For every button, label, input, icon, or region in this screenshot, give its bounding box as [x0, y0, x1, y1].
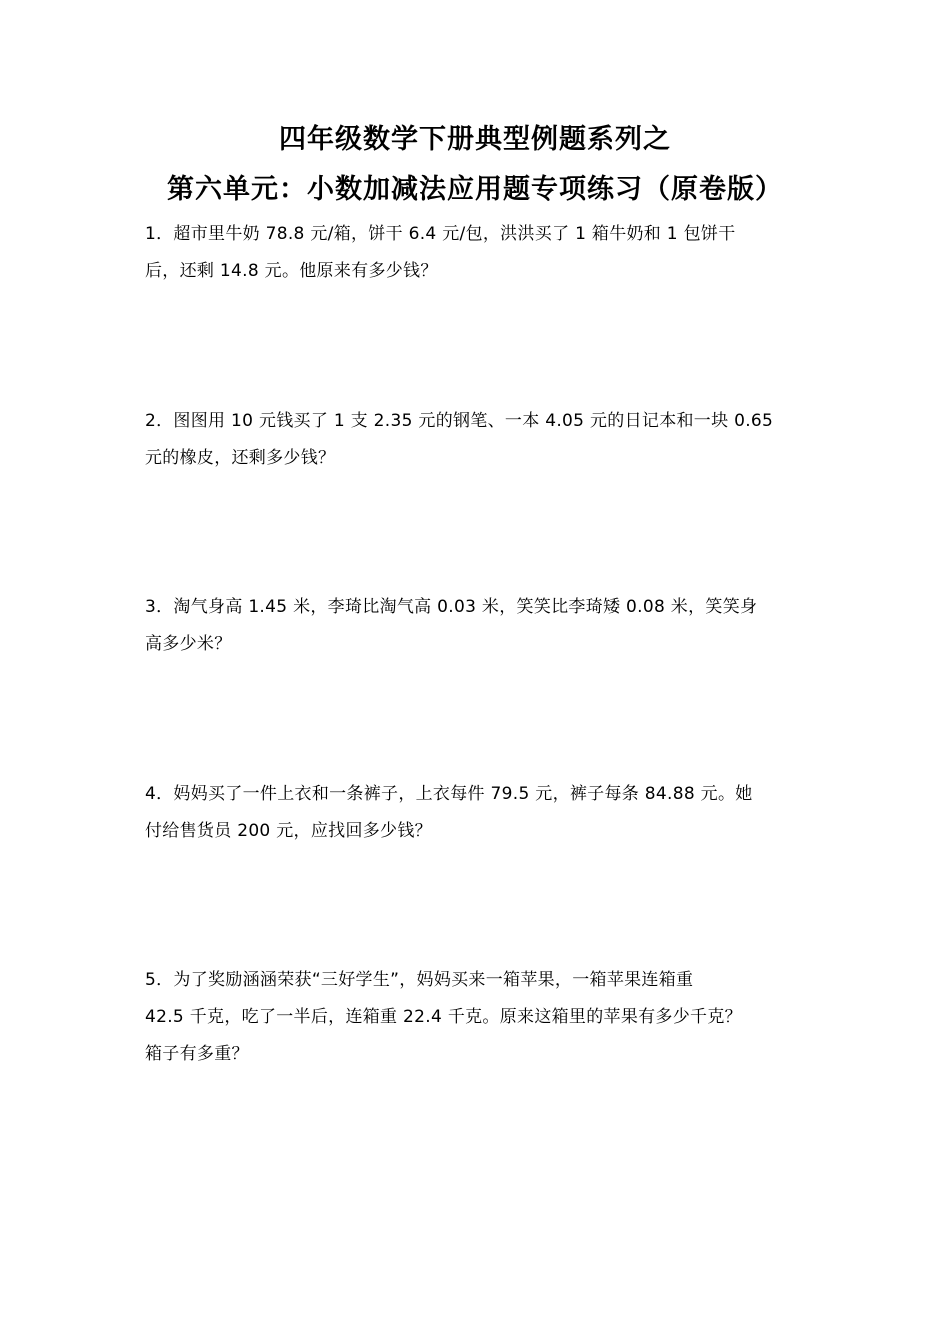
problem-1-line-1: 1．超市里牛奶 78.8 元/箱，饼干 6.4 元/包，洪洪买了 1 箱牛奶和 1 包饼干 [145, 224, 736, 244]
problem-4-line-1: 4．妈妈买了一件上衣和一条裤子，上衣每件 79.5 元，裤子每条 84.88 元。她 [145, 784, 753, 804]
problem-5-line-1: 5．为了奖励涵涵荣获“三好学生”，妈妈买来一箱苹果，一箱苹果连箱重 [145, 970, 694, 990]
problem-2-line-2: 元的橡皮，还剩多少钱？ [145, 448, 336, 468]
problem-3-line-1: 3．淘气身高 1.45 米，李琦比淘气高 0.03 米，笑笑比李琦矮 0.08 米，笑笑身 [145, 597, 758, 617]
problem-1-line-2: 后，还剩 14.8 元。他原来有多少钱？ [145, 261, 438, 281]
problem-2 [145, 403, 805, 477]
problem-2-line-1: 2．图图用 10 元钱买了 1 支 2.35 元的钢笔、一本 4.05 元的日记本和一块 0.65 [145, 411, 774, 431]
problem-5-line-3: 箱子有多重？ [145, 1044, 249, 1064]
problem-5 [145, 962, 805, 1073]
problem-3-line-2: 高多少米？ [145, 634, 232, 654]
problem-1 [145, 216, 805, 290]
document-title: 四年级数学下册典型例题系列之 [279, 124, 671, 155]
document-subtitle: 第六单元：小数加减法应用题专项练习（原卷版） [167, 174, 783, 205]
problem-4-line-2: 付给售货员 200 元，应找回多少钱？ [145, 821, 432, 841]
problem-4 [145, 776, 805, 850]
problem-5-line-2: 42.5 千克，吃了一半后，连箱重 22.4 千克。原来这箱里的苹果有多少千克？ [145, 1007, 742, 1027]
problem-3 [145, 589, 805, 663]
